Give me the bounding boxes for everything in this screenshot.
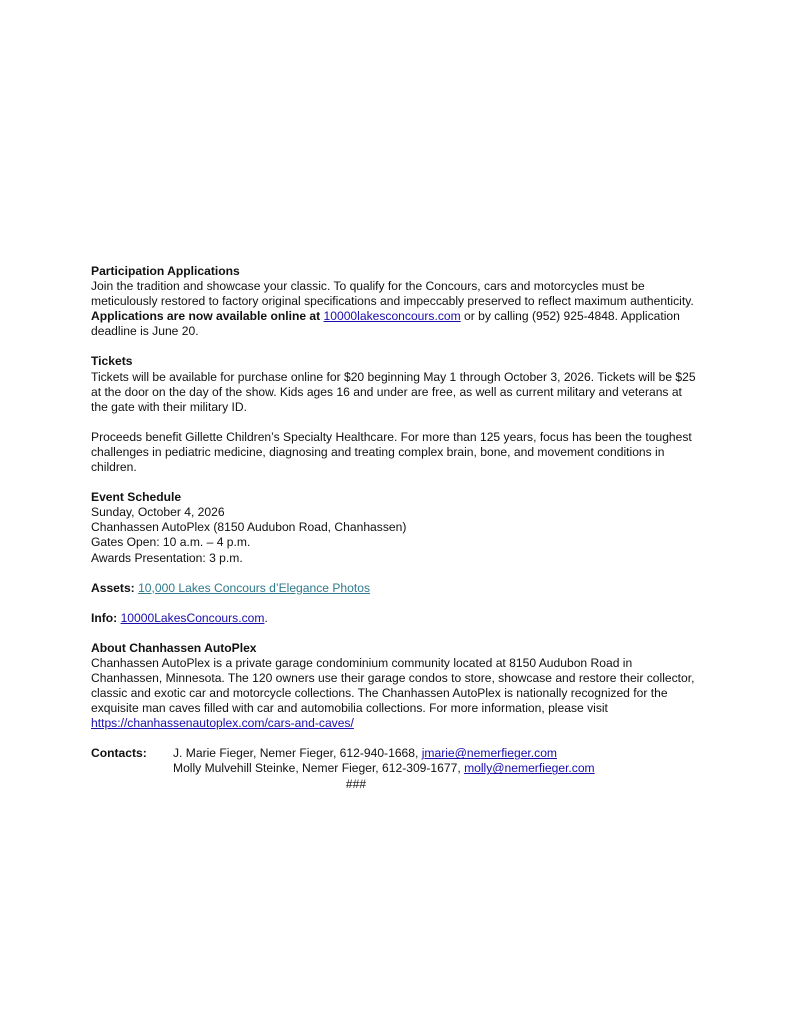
info-suffix: . (264, 610, 268, 625)
spacer (91, 626, 701, 641)
proceeds-section (91, 430, 701, 475)
spacer (91, 475, 701, 490)
about-text: Chanhassen AutoPlex is a private garage condominium community located at 8150 Audubon Road in Chanhassen, Minnesota. The 120 owners use their garage condos to store, showcase and restore their collector, classic and exotic car and motorcycle collections. The Chanhassen AutoPlex is nationally recognized for the exquisite man caves filled with car and automobilia collections. For more information, please visit (91, 655, 695, 716)
schedule-section (91, 490, 701, 565)
assets-line (91, 581, 701, 596)
press-release-page (91, 264, 701, 792)
contacts-section (91, 746, 701, 776)
schedule-heading: Event Schedule (91, 490, 182, 505)
schedule-awards: Awards Presentation: 3 p.m. (91, 550, 243, 565)
tickets-heading: Tickets (91, 354, 133, 369)
contact-1-email-link[interactable]: jmarie@nemerfieger.com (421, 746, 557, 761)
schedule-date: Sunday, October 4, 2026 (91, 505, 225, 520)
spacer (91, 596, 701, 611)
spacer (91, 339, 701, 354)
contacts-label: Contacts: (91, 746, 147, 761)
assets-section (91, 581, 701, 596)
participation-text-1: Join the tradition and showcase your classic. To qualify for the Concours, cars and motorcycles must be meticulously restored to factory original specifications and impeccably preserved to reflect maximum authenticity. (91, 279, 694, 309)
participation-section (91, 264, 701, 339)
end-mark: ### (345, 776, 367, 791)
spacer (91, 415, 701, 430)
contact-2-email-link[interactable]: molly@nemerfieger.com (464, 761, 595, 776)
participation-heading: Participation Applications (91, 264, 240, 278)
participation-paragraph (91, 279, 701, 339)
contact-line-1 (173, 746, 701, 761)
about-section (91, 641, 701, 732)
contact-1-details: J. Marie Fieger, Nemer Fieger, 612-940-1668, (173, 746, 422, 761)
participation-website-link[interactable]: 10000lakesconcours.com (323, 309, 461, 324)
schedule-gates: Gates Open: 10 a.m. – 4 p.m. (91, 535, 251, 550)
about-website-link[interactable]: https://chanhassenautoplex.com/cars-and-caves/ (91, 716, 354, 731)
info-label: Info: (91, 610, 121, 625)
about-paragraph (91, 656, 701, 731)
proceeds-paragraph: Proceeds benefit Gillette Children’s Specialty Healthcare. For more than 125 years, focus has been the toughest challenges in pediatric medicine, diagnosing and treating complex brain, bone, and movement conditions in children. (91, 429, 692, 475)
spacer (91, 731, 701, 746)
assets-label: Assets: (91, 580, 139, 595)
info-line (91, 611, 701, 626)
info-website-link[interactable]: 10000LakesConcours.com (120, 610, 265, 625)
tickets-paragraph: Tickets will be available for purchase online for $20 beginning May 1 through October 3, 2026. Tickets will be $25 at the door on the day of the show. Kids ages 16 and under are free, as well as current military and veterans at the gate with their military ID. (91, 369, 696, 414)
schedule-venue: Chanhassen AutoPlex (8150 Audubon Road, Chanhassen) (91, 520, 407, 535)
contact-2-details: Molly Mulvehill Steinke, Nemer Fieger, 612-309-1677, (173, 761, 465, 776)
tickets-section (91, 354, 701, 414)
assets-photos-link[interactable]: 10,000 Lakes Concours d’Elegance Photos (138, 580, 371, 595)
participation-text-bold: Applications are now available online at (91, 309, 324, 324)
contact-line-2 (173, 761, 701, 776)
info-section (91, 611, 701, 626)
contacts-indent (91, 761, 173, 776)
about-heading: About Chanhassen AutoPlex (91, 640, 257, 655)
participation-text-2: or by calling (952) 925-4848. Application deadline is June 20. (91, 309, 680, 339)
spacer (91, 566, 701, 581)
